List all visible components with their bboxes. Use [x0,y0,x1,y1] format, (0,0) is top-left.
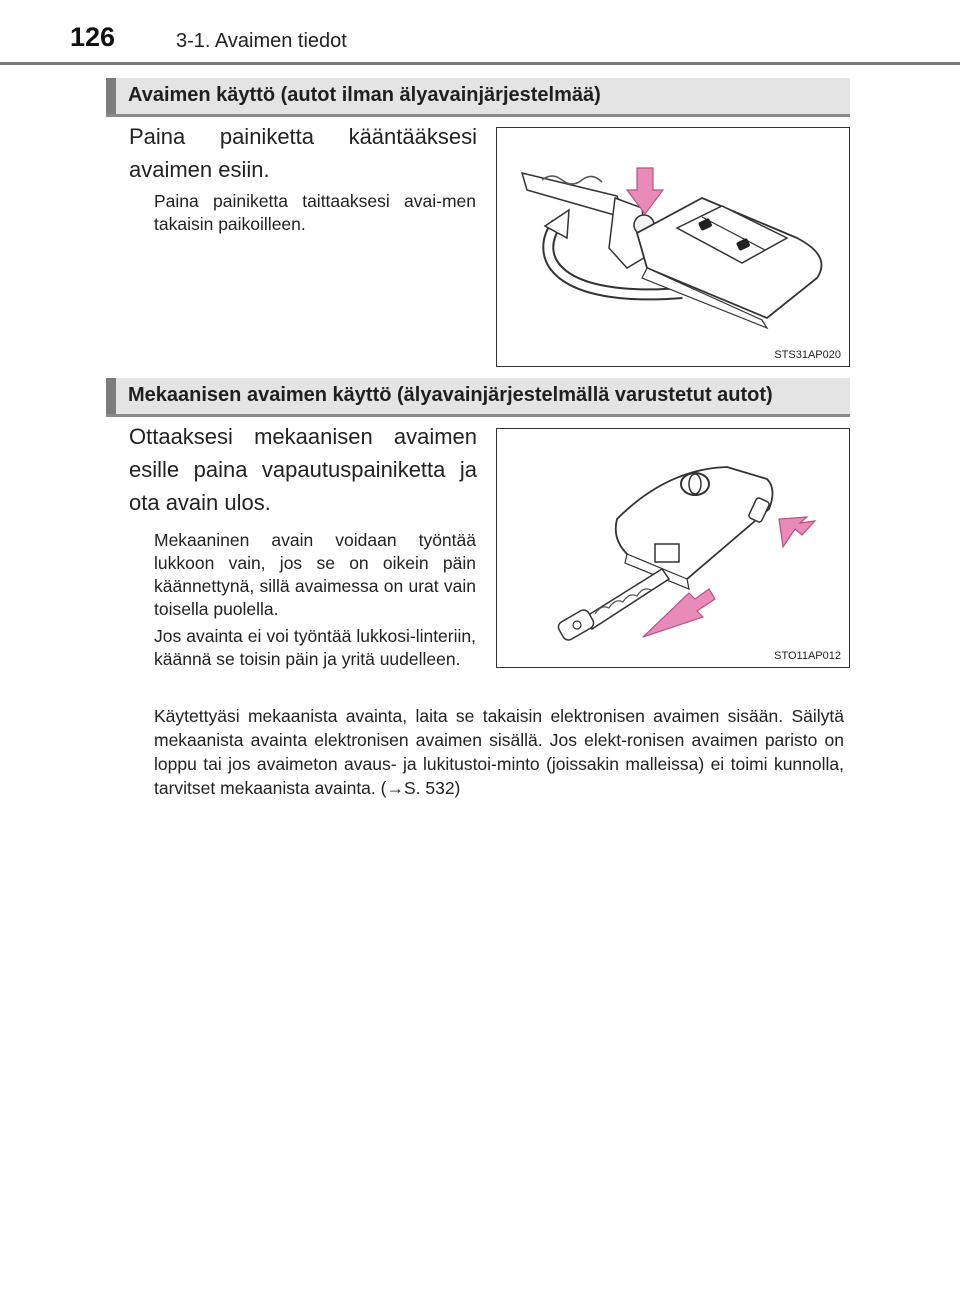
section-heading-key-use [106,78,850,117]
note-paragraph: Paina painiketta taittaaksesi avai-men takaisin paikoilleen. [154,191,476,234]
section-heading-mechanical-key [106,378,850,417]
flip-key-remote-illustration [497,128,849,366]
smart-key-mechanical-key-illustration [497,429,849,667]
section-title: Mekaanisen avaimen käyttö (älyavainjärjestelmällä varustetut autot) [128,384,773,406]
section-tick [106,378,116,414]
chapter-title: 3-1. Avaimen tiedot [176,30,347,52]
note-paragraph: Jos avainta ei voi työntää lukkosi-linteriin, käännä se toisin päin ja yritä uudelleen. [154,626,476,669]
header-rule [0,62,960,65]
page-number: 126 [70,22,116,52]
body-paragraph: Käytettyäsi mekaanista avainta, laita se takaisin elektronisen avaimen sisään. Säilytä mekaanista avainta elektronisen avaimen sisällä. Jos elekt-ronisen avaimen paristo on loppu tai jos avaimeton avaus- ja lukitustoi-minto (joissakin malleissa) ei toimi kunnolla, tarvitset mekaanista avainta. (→S. 532) [154,706,844,798]
lead-paragraph: Ottaaksesi mekaanisen avaimen esille paina vapautuspainiketta ja ota avain ulos. [129,424,477,515]
figure-smart-key [496,428,850,668]
lead-paragraph: Paina painiketta kääntääksesi avaimen esiin. [129,124,477,182]
section-title: Avaimen käyttö (autot ilman älyavainjärjestelmää) [128,84,601,106]
section-tick [106,78,116,114]
figure-code: STS31AP020 [774,349,841,361]
figure-code: STO11AP012 [774,650,841,662]
note-paragraph: Mekaaninen avain voidaan työntää lukkoon vain, jos se on oikein päin käännettynä, sillä avaimessa on urat vain toisella puolella. [154,530,476,619]
figure-flip-key [496,127,850,367]
